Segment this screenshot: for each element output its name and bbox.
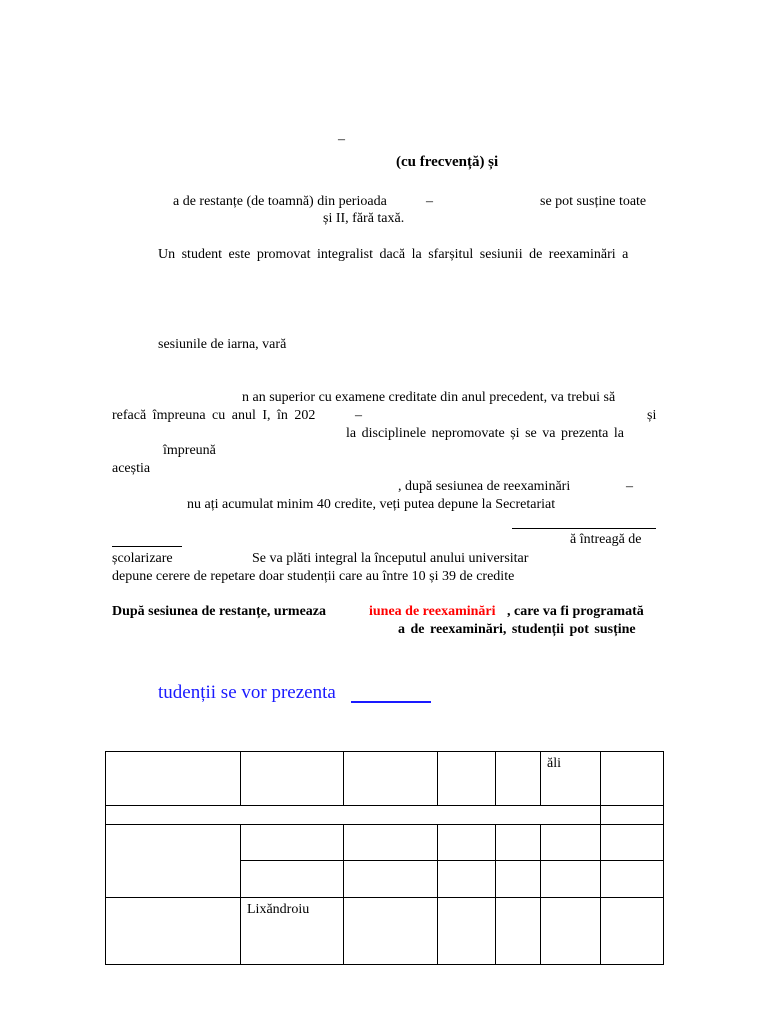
table-cell <box>106 825 241 898</box>
p4-line6-dash: – <box>626 479 633 494</box>
table-cell <box>438 861 496 898</box>
table-cell <box>496 898 541 965</box>
schedule-table <box>105 751 664 965</box>
table-cell <box>438 752 496 806</box>
table-cell: ăli <box>541 752 601 806</box>
table-cell <box>106 752 241 806</box>
table-cell <box>438 825 496 861</box>
table-row <box>106 825 664 861</box>
p4-line3: la disciplinele nepromovate și se va prezenta la <box>346 426 624 441</box>
table-cell <box>496 861 541 898</box>
p3-line1: sesiunile de iarna, vară <box>158 337 287 352</box>
blue-underline <box>351 701 431 703</box>
table-cell <box>601 898 664 965</box>
table-cell <box>438 898 496 965</box>
blue-heading: tudenții se vor prezenta <box>158 682 336 703</box>
p5-line1-b: , care va fi programată <box>507 604 644 619</box>
table-cell <box>601 861 664 898</box>
blank-underline <box>112 546 182 547</box>
table-row <box>106 806 664 825</box>
p4-line2-a: refacă împreuna cu anul I, în 202 <box>112 408 316 423</box>
p4-line2-dash: – <box>355 408 362 423</box>
p1-line1-b: se pot susține toate <box>540 194 647 209</box>
table-cell <box>496 825 541 861</box>
table-cell <box>106 806 601 825</box>
top-dash: – <box>338 132 345 147</box>
p4-line6-a: , după sesiunea de reexaminări <box>398 479 571 494</box>
table-cell: Lixăndroiu <box>241 898 344 965</box>
table-cell <box>106 898 241 965</box>
p4-line5: aceștia <box>112 461 151 476</box>
p4-line2-b: și <box>647 408 657 423</box>
signature-underline <box>512 528 656 529</box>
table-cell <box>496 752 541 806</box>
table-cell <box>344 898 438 965</box>
p4-line7: nu ați acumulat minim 40 credite, veți putea depune la Secretariat <box>187 497 556 512</box>
p5-line1-red: iunea de reexaminări <box>369 604 496 619</box>
table-cell <box>241 825 344 861</box>
table-row <box>106 898 664 965</box>
table-cell <box>541 861 601 898</box>
p5-line2: a de reexaminări, studenții pot susține <box>398 622 636 637</box>
table-row <box>106 752 664 806</box>
p4-line10-b: Se va plăti integral la începutul anului universitar <box>252 551 529 566</box>
table-cell <box>541 898 601 965</box>
table-cell <box>601 752 664 806</box>
p1-line2: și II, fără taxă. <box>323 211 405 226</box>
table-cell <box>241 861 344 898</box>
p1-line1-a: a de restanțe (de toamnă) din perioada <box>173 194 387 209</box>
table-cell <box>241 752 344 806</box>
table-cell <box>344 825 438 861</box>
heading: (cu frecvență) și <box>396 154 499 170</box>
p4-line1: n an superior cu examene creditate din anul precedent, va trebui să <box>242 390 616 405</box>
p2-line1: Un student este promovat integralist dacă la sfarșitul sesiunii de reexaminări a <box>158 247 629 262</box>
table-cell <box>541 825 601 861</box>
table-cell <box>344 752 438 806</box>
p4-line11: depune cerere de repetare doar studenții care au între 10 și 39 de credite <box>112 569 515 584</box>
p5-line1-a: După sesiunea de restanțe, urmeaza <box>112 604 327 619</box>
p4-line4: împreună <box>163 443 216 458</box>
p4-line9: ă întreagă de <box>570 532 642 547</box>
table-cell <box>601 806 664 825</box>
table-cell <box>601 825 664 861</box>
table-cell <box>344 861 438 898</box>
p4-line10-a: școlarizare <box>112 551 173 566</box>
p1-line1-dash: – <box>426 194 433 209</box>
